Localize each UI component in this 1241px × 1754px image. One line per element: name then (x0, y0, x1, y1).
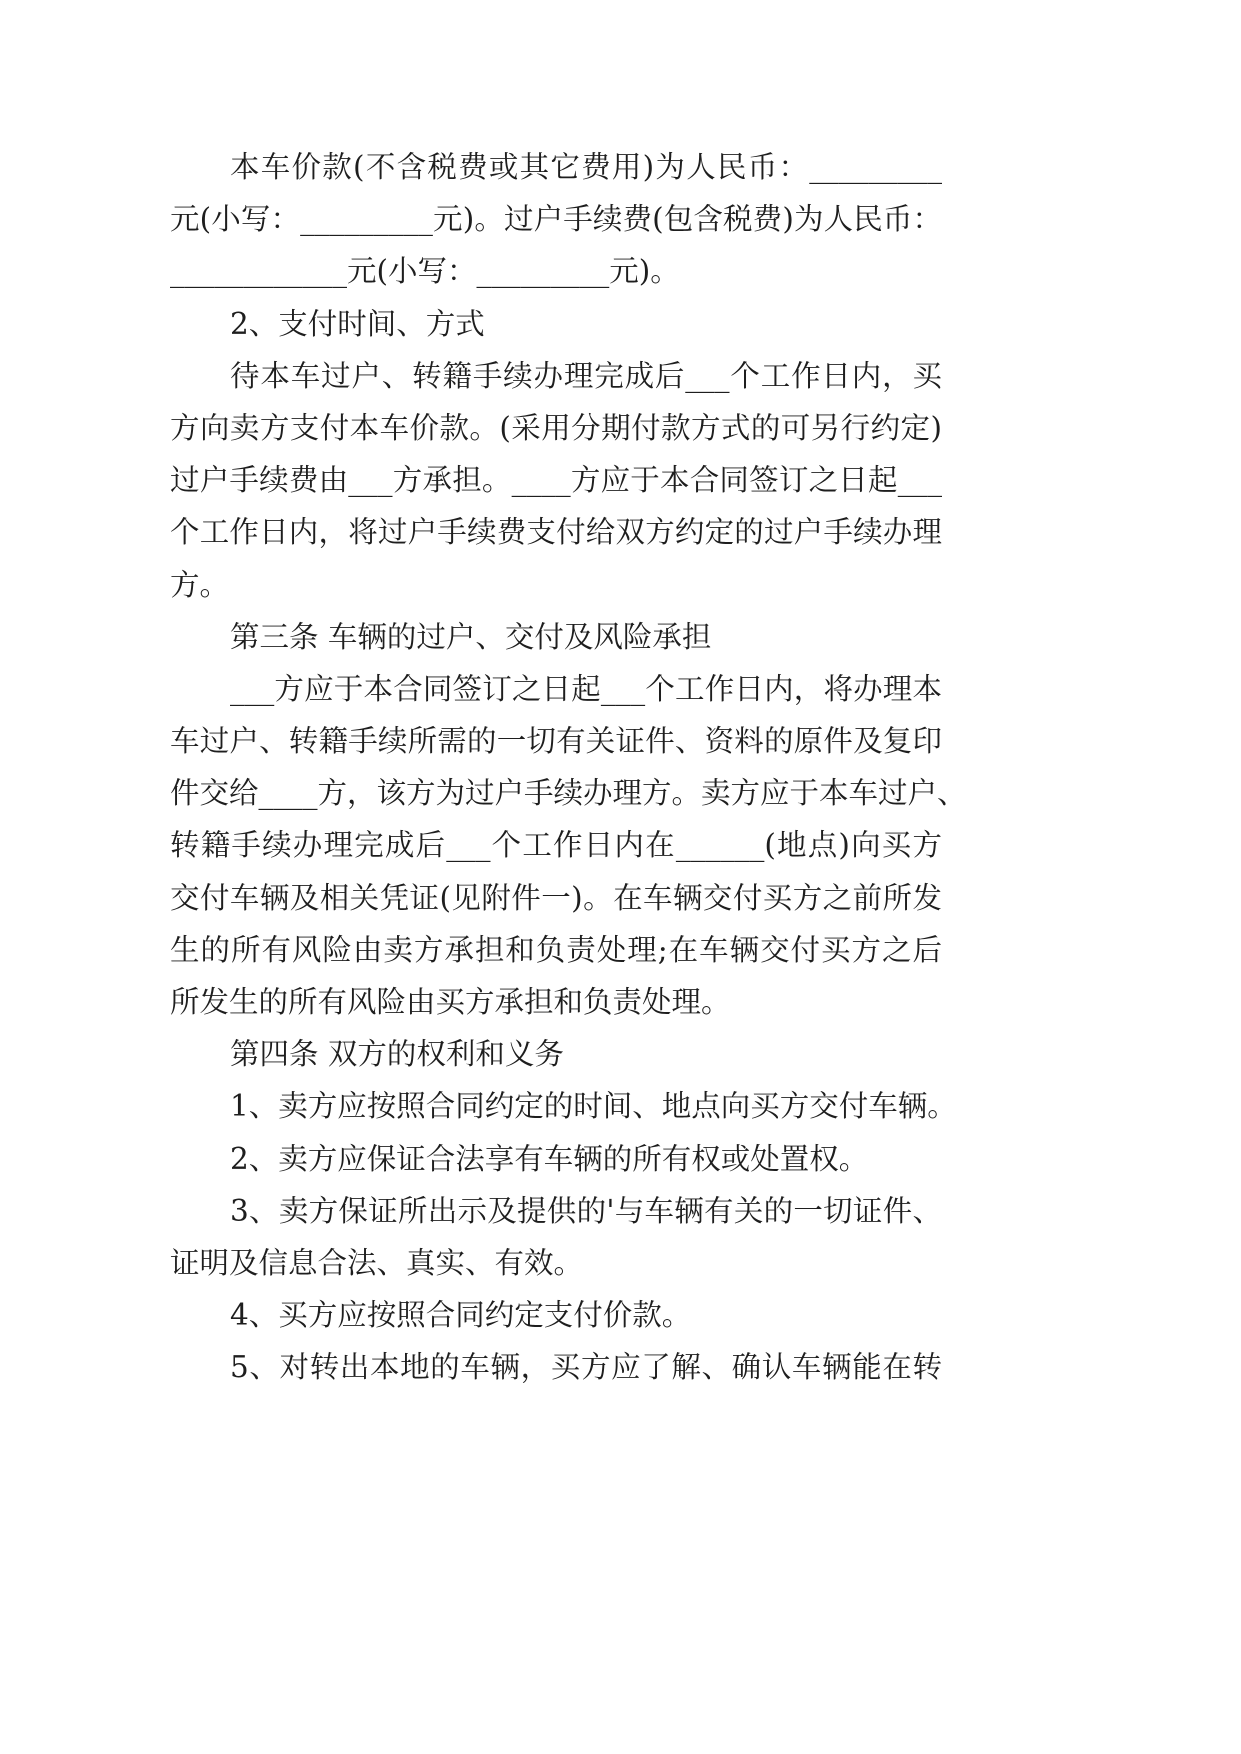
price-clause-line: ____________元(小写：_________元)。 (170, 254, 680, 289)
obligation-item-line: 2、卖方应保证合法享有车辆的所有权或处置权。 (230, 1141, 869, 1176)
transfer-clause-line: 生的所有风险由卖方承担和负责处理;在车辆交付买方之后 (170, 932, 942, 967)
section-subheading: 2、支付时间、方式 (230, 306, 485, 341)
document-body (170, 141, 967, 1394)
transfer-clause-line: 车过户、转籍手续所需的一切有关证件、资料的原件及复印 (170, 724, 942, 759)
transfer-clause-line: ___方应于本合同签订之日起___个工作日内，将办理本 (230, 671, 942, 706)
obligation-item-line: 5、对转出本地的车辆，买方应了解、确认车辆能在转 (230, 1350, 942, 1385)
payment-clause-line: 方。 (170, 567, 230, 602)
transfer-clause-line: 转籍手续办理完成后___个工作日内在______(地点)向买方 (170, 828, 942, 863)
price-clause-line: 元(小写：_________元)。过户手续费(包含税费)为人民币： (170, 202, 942, 237)
price-clause-line: 本车价款(不含税费或其它费用)为人民币：_________ (230, 150, 942, 184)
transfer-clause-line: 所发生的所有风险由买方承担和负责处理。 (170, 985, 731, 1019)
payment-clause-line: 过户手续费由___方承担。____方应于本合同签订之日起___ (170, 463, 942, 498)
obligation-item-line: 证明及信息合法、真实、有效。 (170, 1245, 584, 1280)
payment-clause-line: 个工作日内，将过户手续费支付给双方约定的过户手续办理 (170, 515, 942, 550)
payment-clause-line: 方向卖方支付本车价款。(采用分期付款方式的可另行约定) (170, 410, 942, 445)
payment-clause-line: 待本车过户、转籍手续办理完成后___个工作日内，买 (230, 358, 942, 393)
obligation-item-line: 3、卖方保证所出示及提供的'与车辆有关的一切证件、 (230, 1193, 942, 1228)
obligation-item-line: 1、卖方应按照合同约定的时间、地点向买方交付车辆。 (230, 1089, 957, 1124)
article-heading: 第三条 车辆的过户、交付及风险承担 (230, 619, 712, 654)
obligation-item-line: 4、买方应按照合同约定支付价款。 (230, 1298, 692, 1333)
transfer-clause-line: 件交给____方，该方为过户手续办理方。卖方应于本车过户、 (170, 776, 967, 811)
article-heading: 第四条 双方的权利和义务 (230, 1037, 564, 1072)
transfer-clause-line: 交付车辆及相关凭证(见附件一)。在车辆交付买方之前所发 (170, 880, 942, 915)
